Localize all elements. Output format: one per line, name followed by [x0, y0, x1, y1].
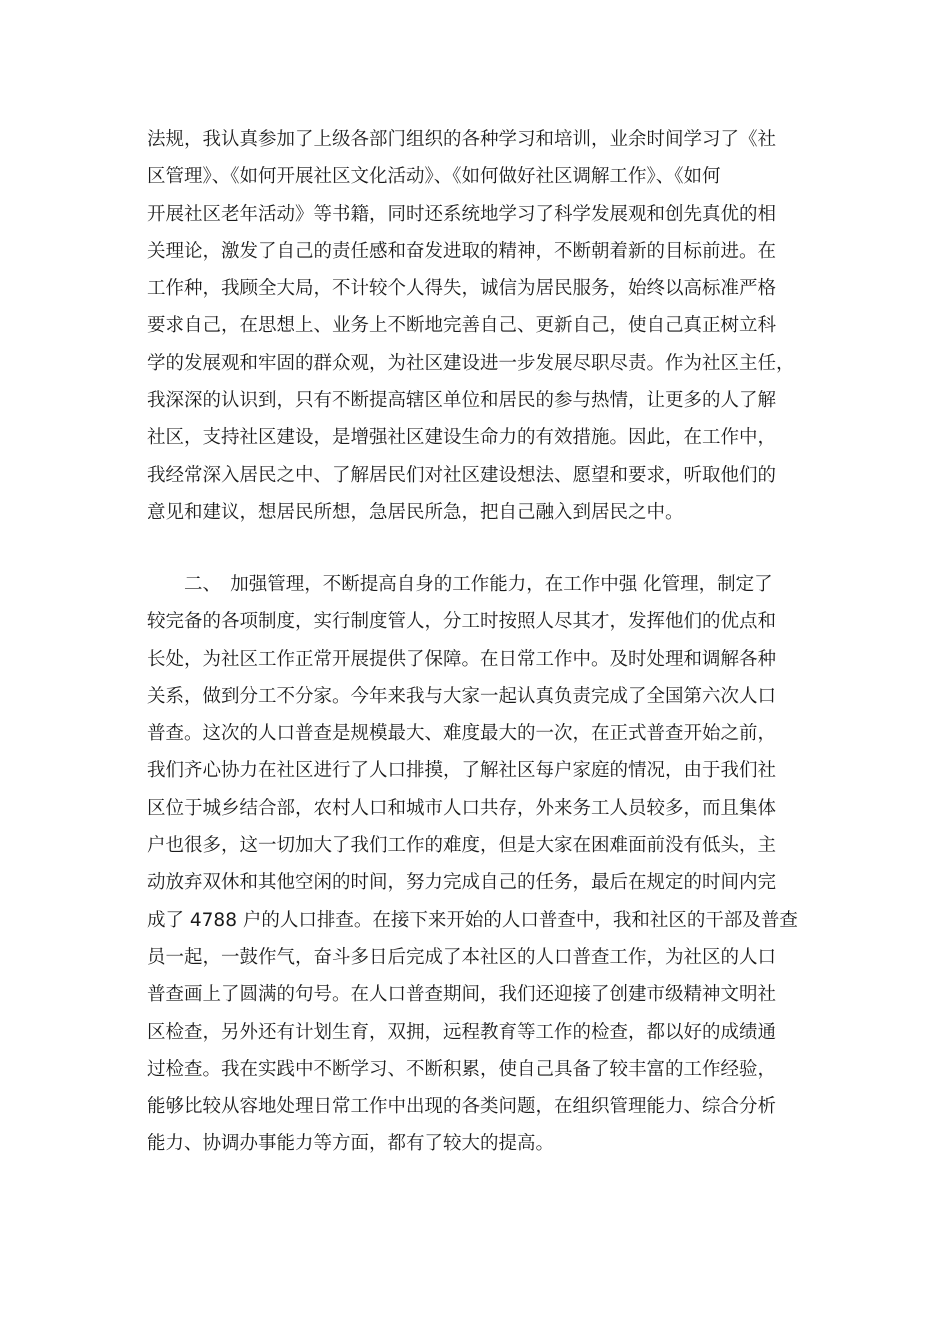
text-line: 区检查，另外还有计划生育，双拥，远程教育等工作的检查，都以好的成绩通: [147, 1021, 777, 1043]
text-line: 法规，我认真参加了上级各部门组织的各种学习和培训，业余时间学习了《社: [147, 129, 777, 150]
text-line: 员一起，一鼓作气，奋斗多日后完成了本社区的人口普查工作，为社区的人口: [147, 946, 777, 968]
text-line: 我们齐心协力在社区进行了人口排摸，了解社区每户家庭的情况，由于我们社: [147, 760, 777, 782]
text-line: 户也很多，这一切加大了我们工作的难度，但是大家在困难面前没有低头，主: [147, 835, 777, 857]
text-line: 较完备的各项制度，实行制度管人，分工时按照人尽其才，发挥他们的优点和: [147, 611, 777, 633]
text-line: 关理论，激发了自己的责任感和奋发进取的精神，不断朝着新的目标前进。在: [147, 240, 777, 262]
text-line: 社区，支持社区建设，是增强社区建设生命力的有效措施。因此，在工作中，: [147, 427, 777, 449]
paragraph-2: [147, 566, 807, 1163]
text-line: 能够比较从容地处理日常工作中出现的各类问题，在组织管理能力、综合分析: [147, 1096, 777, 1118]
text-line: 我经常深入居民之中、了解居民们对社区建设想法、愿望和要求，听取他们的: [147, 464, 777, 486]
text-line: 工作种，我顾全大局，不计较个人得失，诚信为居民服务，始终以高标准严格: [147, 278, 777, 300]
text-line: 意见和建议，想居民所想，急居民所急，把自己融入到居民之中。: [147, 501, 684, 523]
text-line: 普查画上了圆满的句号。在人口普查期间，我们还迎接了创建市级精神文明社: [147, 984, 777, 1006]
text-line: 二、 加强管理，不断提高自身的工作能力，在工作中强 化管理，制定了: [147, 574, 773, 595]
text-line: 成了 4788 户的人口排查。在接下来开始的人口普查中，我和社区的干部及普查: [147, 909, 798, 931]
text-line: 区位于城乡结合部，农村人口和城市人口共存，外来务工人员较多，而且集体: [147, 797, 777, 819]
text-line: 我深深的认识到，只有不断提高辖区单位和居民的参与热情，让更多的人了解: [147, 390, 777, 412]
text-line: 开展社区老年活动》等书籍，同时还系统地学习了科学发展观和创先真优的相: [147, 203, 777, 225]
text-line: 能力、协调办事能力等方面，都有了较大的提高。: [147, 1133, 555, 1155]
paragraph-1: [147, 121, 807, 531]
text-line: 长处，为社区工作正常开展提供了保障。在日常工作中。及时处理和调解各种: [147, 648, 777, 670]
text-line: 要求自己，在思想上、业务上不断地完善自己、更新自己，使自己真正树立科: [147, 315, 777, 337]
text-line: 区管理》、《如何开展社区文化活动》、《如何做好社区调解工作》、《如何: [147, 166, 721, 188]
text-line: 动放弃双休和其他空闲的时间，努力完成自己的任务，最后在规定的时间内完: [147, 872, 777, 894]
text-line: 普查。这次的人口普查是规模最大、难度最大的一次，在正式普查开始之前，: [147, 723, 777, 745]
text-line: 学的发展观和牢固的群众观，为社区建设进一步发展尽职尽责。作为社区主任，: [147, 352, 795, 374]
text-line: 过检查。我在实践中不断学习、不断积累，使自己具备了较丰富的工作经验，: [147, 1058, 777, 1080]
text-line: 关系，做到分工不分家。今年来我与大家一起认真负责完成了全国第六次人口: [147, 685, 777, 707]
